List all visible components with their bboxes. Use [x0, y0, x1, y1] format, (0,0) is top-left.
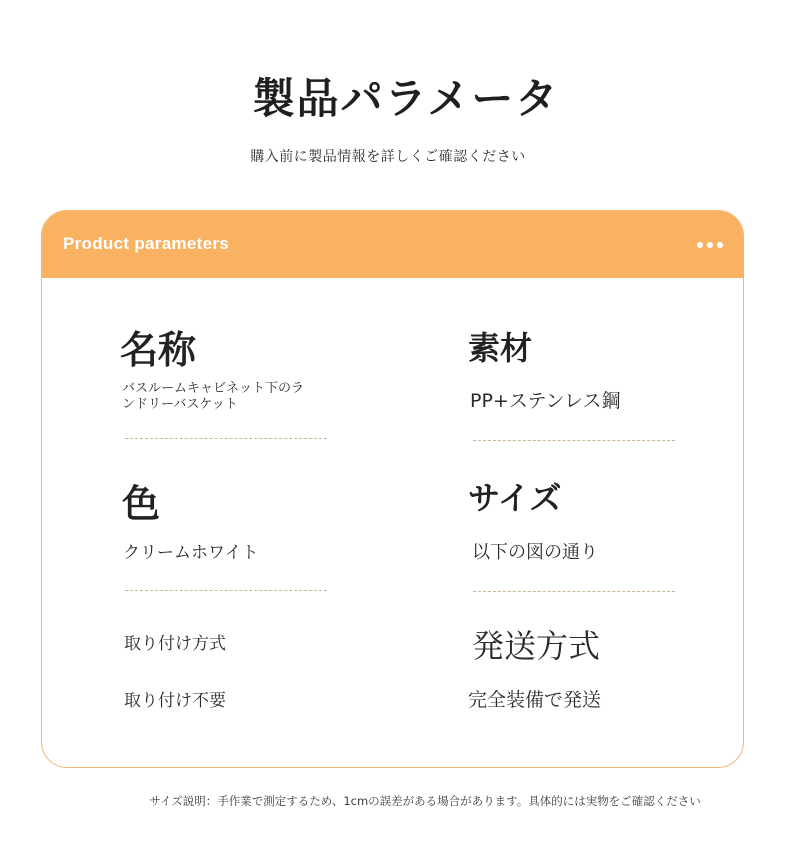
install-value: 取り付け不要 [124, 691, 226, 711]
color-label: 色 [122, 482, 161, 526]
name-label: 名称 [120, 328, 197, 372]
name-value-line1: バスルームキャビネット下のラ [122, 381, 305, 396]
material-label: 素材 [468, 329, 533, 367]
shipping-label: 発送方式 [472, 627, 601, 665]
parameters-card [41, 210, 744, 768]
card-title: Product parameters [63, 234, 230, 253]
divider-name [125, 438, 327, 439]
footnote: サイズ説明：手作業で測定するため、1cmの誤差がある場合があります。具体的には実物をご確認ください [149, 794, 701, 808]
divider-size [473, 591, 675, 592]
page-title: 製品パラメータ [252, 74, 560, 123]
page-subtitle: 購入前に製品情報を詳しくご確認ください [250, 149, 526, 165]
divider-color [125, 590, 327, 591]
name-value-line2: ンドリーバスケット [122, 397, 238, 412]
shipping-value: 完全装備で発送 [468, 689, 602, 711]
material-value: PP+ステンレス鋼 [470, 390, 621, 412]
size-value: 以下の図の通り [472, 542, 598, 563]
more-dots-icon[interactable] [697, 242, 723, 248]
color-value: クリームホワイト [123, 543, 259, 563]
size-label: サイズ [468, 479, 562, 517]
card-header [42, 211, 743, 278]
divider-material [473, 440, 675, 441]
install-label: 取り付け方式 [124, 634, 226, 654]
